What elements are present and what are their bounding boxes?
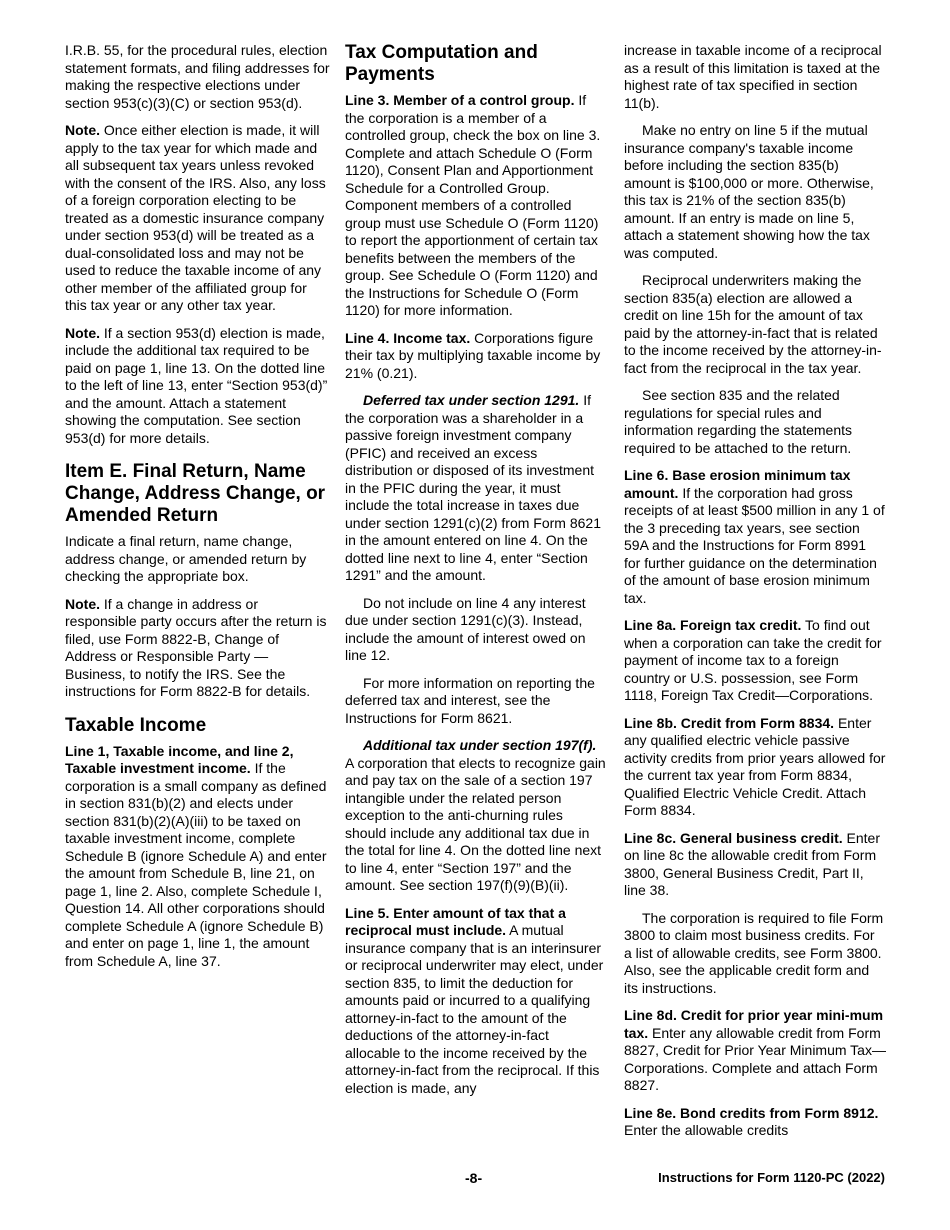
line-text: Corporations figure their tax by multiplying taxable income by 21% (0.21). [345, 329, 601, 381]
line-text: Enter any qualified electric vehicle passive activity credits from prior years allowed for the current tax year from Form 8834, Qualified Electric Vehicle Credit. Attach Form 8834. [624, 714, 886, 818]
note-paragraph [65, 122, 330, 315]
line-label: Line 8a. Foreign tax credit. [624, 617, 802, 633]
line-3-paragraph [345, 92, 607, 320]
paragraph-text: If the corporation was a shareholder in a passive foreign investment company (PFIC) and received an excess distribution or disposed of its investment in the PFIC during the year, it must include the total increase in taxes due under section 1291(c)(2) from Form 8621 in the amount entered on line 4. On the dotted line next to line 4, enter “Section 1291” and the amount. [345, 392, 601, 583]
line-8b-paragraph [624, 715, 886, 820]
paragraph: Do not include on line 4 any interest due under section 1291(c)(3). Instead, include the amount of interest owed on line 12. [345, 594, 586, 663]
line-text: To find out when a corporation can take the credit for payment of income tax to a foreign country or U.S. possession, see Form 1118, Foreign Tax Credit—Corporations. [624, 617, 882, 703]
subheading-label: Deferred tax under section 1291. [363, 392, 580, 408]
line-label: Line 5. Enter amount of tax that a reciprocal must include. [345, 904, 566, 938]
paragraph: See section 835 and the related regulations for special rules and information regarding the statements required to be attached to the return. [624, 387, 853, 456]
note-label: Note. [65, 122, 100, 138]
note-paragraph [65, 325, 330, 448]
additional-tax-paragraph [345, 737, 607, 895]
note-label: Note. [65, 595, 100, 612]
paragraph: Make no entry on line 5 if the mutual insurance company's taxable income before including the section 835(b) amount is $100,000 or more. Otherwise, this tax is 21% of the section 835(b) amount. If an entry is made on line 5, attach a statement showing how the tax was computed. [624, 122, 874, 261]
section-heading-taxable-income: Taxable Income [65, 714, 207, 736]
note-text: If a section 953(d) election is made, include the additional tax required to be paid on page 1, line 13. On the dotted line to the left of line 13, enter “Section 953(d)” and the amount. Attach a statement showing the computation. See section 953(d) for more details. [65, 324, 328, 446]
paragraph: The corporation is required to file Form 3800 to claim most business credits. For a list of allowable credits, see Form 3800. Also, see the applicable credit form and its instructions. [624, 909, 884, 996]
column-1 [65, 42, 330, 980]
section-heading-tax-computation: Tax Computation and Payments [345, 42, 538, 85]
paragraph: I.R.B. 55, for the procedural rules, election statement formats, and filing addresses for making the respective elections under section 953(c)(3)(C) or section 953(d). [65, 42, 330, 111]
line-label: Line 6. Base erosion minimum tax amount. [624, 467, 851, 501]
line-8d-paragraph [624, 1007, 886, 1095]
paragraph: Reciprocal underwriters making the section 835(a) election are allowed a credit on line 15h for the amount of tax paid by the attorney-in-fact that is related to the income received by the attorney-in-fact from the reciprocal in the tax year. [624, 272, 882, 376]
line-label: Line 8c. General business credit. [624, 829, 843, 846]
column-3 [624, 42, 886, 1150]
line-4-paragraph [345, 330, 607, 383]
page-number: -8- [465, 1170, 483, 1186]
paragraph-text: A corporation that elects to recognize gain and pay tax on the sale of a section 197 intangible under the related person exception to the anti-churning rules should include any additional tax due in the total for line 4. On the dotted line next to line 4, enter “Section 197” and the amount. See section 197(f)(9)(B)(ii). [345, 754, 606, 893]
line-label: Line 8b. Credit from Form 8834. [624, 714, 835, 731]
column-2 [345, 42, 607, 1107]
line-label: Line 4. Income tax. [345, 329, 471, 346]
paragraph: For more information on reporting the deferred tax and interest, see the Instructions for Form 8621. [345, 674, 595, 726]
deferred-tax-paragraph [345, 392, 607, 585]
line-text: Enter on line 8c the allowable credit from Form 3800, General Business Credit, Part II, line 38. [624, 829, 880, 898]
line-label: Line 8e. Bond credits from Form 8912. [624, 1104, 879, 1121]
line-text: If the corporation had gross receipts of at least $500 million in any 1 of the 3 preceding tax years, see section 59A and the Instructions for Form 8991 for further guidance on the determination of the amount of base erosion minimum tax. [624, 484, 885, 606]
subheading-label: Additional tax under section 197(f). [363, 737, 597, 753]
line-text: A mutual insurance company that is an interinsurer or reciprocal underwriter may elect, under section 835, to limit the deduction for amounts paid or incurred to a qualifying attorney-in-fact to the amount of the deductions of the attorney-in-fact allocable to the income received by the attorney-in-fact from the reciprocal. If this election is made, any [345, 922, 604, 1096]
line-5-paragraph [345, 905, 607, 1098]
section-heading-item-e: Item E. Final Return, Name Change, Address Change, or Amended Return [65, 461, 326, 526]
line-6-paragraph [624, 467, 886, 607]
note-text: Once either election is made, it will apply to the tax year for which made and all subsequent tax years unless revoked with the consent of the IRS. Also, any loss of a foreign corporation electing to be treated as a domestic insurance company under section 953(d) will be treated as a dual-consolidated loss and may not be used to reduce the taxable income of any other member of the affiliated group for this tax year or any other tax year. [65, 122, 326, 313]
paragraph: increase in taxable income of a reciprocal as a result of this limitation is taxed at the highest rate of tax specified in section 11(b). [624, 42, 882, 111]
line-label: Line 1, Taxable income, and line 2, Taxable investment income. [65, 742, 294, 776]
note-text: If a change in address or responsible party occurs after the return is filed, use Form 8822-B, Change of Address or Responsible Party — Business, to notify the IRS. See the instructions for Form 8822-B for details. [65, 595, 327, 699]
paragraph: Indicate a final return, name change, address change, or amended return by checking the appropriate box. [65, 533, 307, 584]
line-label: Line 8d. Credit for prior year mini-mum tax. [624, 1007, 884, 1041]
line-text: Enter any allowable credit from Form 8827, Credit for Prior Year Minimum Tax—Corporations. Complete and attach Form 8827. [624, 1024, 886, 1093]
line-text: If the corporation is a small company as defined in section 831(b)(2) and elects under section 831(b)(2)(A)(iii) to be taxed on taxable investment income, complete Schedule B (ignore Schedule A) and enter the amount from Schedule B, line 21, on page 1, line 2. Also, complete Schedule I, Question 14. All other corporations should complete Schedule A (ignore Schedule B) and enter on page 1, line 1, the amount from Schedule A, line 37. [65, 760, 327, 969]
line-8e-paragraph [624, 1105, 886, 1140]
line-8a-paragraph [624, 617, 886, 705]
line-label: Line 3. Member of a control group. [345, 92, 575, 108]
line-1-paragraph [65, 743, 330, 971]
line-text: Enter the allowable credits [624, 1122, 789, 1138]
note-label: Note. [65, 324, 100, 341]
line-text: If the corporation is a member of a controlled group, check the box on line 3. Complete and attach Schedule O (Form 1120), Consent Plan and Apportionment Schedule for a Controlled Group. Component members of a controlled group must use Schedule O (Form 1120) to report the apportionment of certain tax benefits between the members of the group. See Schedule O (Form 1120) and the Instructions for Schedule O (Form 1120) for more information. [345, 92, 601, 318]
footer-title: Instructions for Form 1120-PC (2022) [658, 1170, 885, 1185]
note-paragraph [65, 596, 330, 701]
line-8c-paragraph [624, 830, 886, 900]
